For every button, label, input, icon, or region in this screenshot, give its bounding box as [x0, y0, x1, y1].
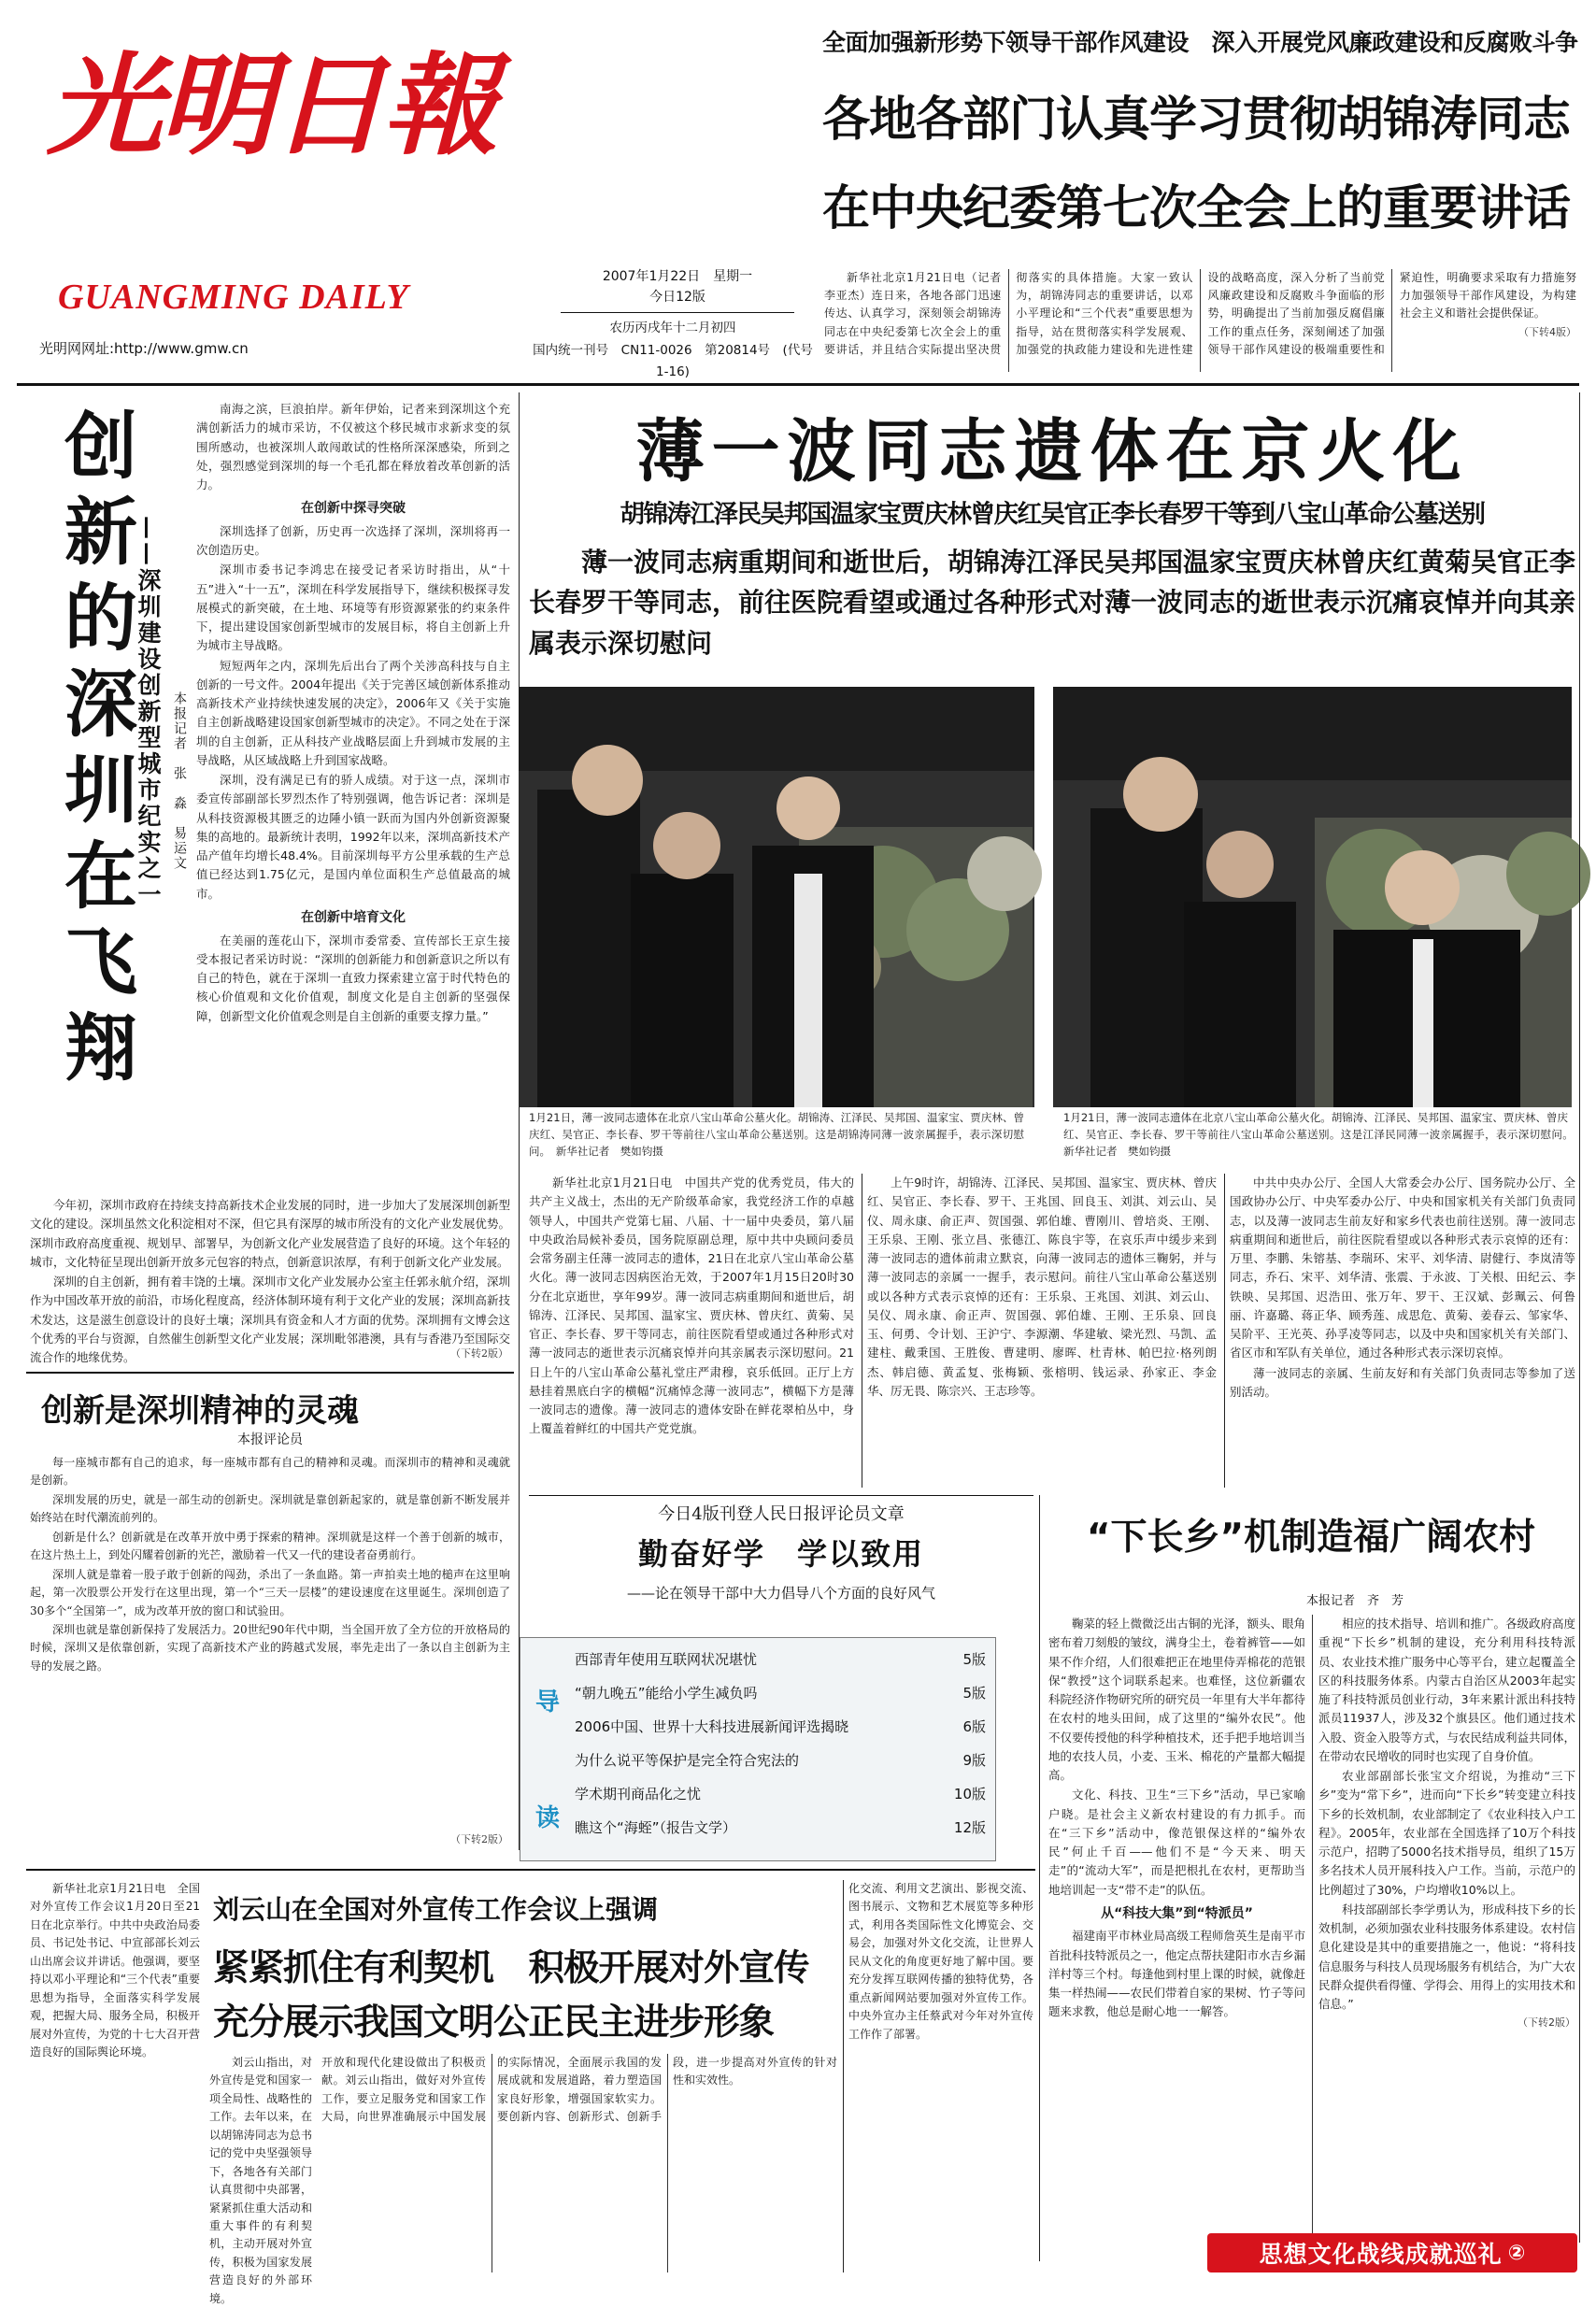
top-story-headline-2: 在中央纪委第七次全会上的重要讲话 [822, 181, 1571, 236]
top-story-body [824, 269, 1576, 372]
masthead [19, 17, 523, 381]
guide-item-text: 瞧这个“海蛭”（报告文学） [575, 1819, 737, 1836]
rural-jump[interactable]: （下转2版） [1518, 2016, 1575, 2030]
promo-top-rule [529, 1495, 1033, 1496]
guide-label-2: 读 [535, 1804, 561, 1832]
left-feature-jump[interactable]: （下转2版） [450, 1347, 508, 1360]
website-line[interactable]: 光明网网址:http://www.gmw.cn [39, 340, 249, 357]
main-story-paragraph: 中共中央办公厅、全国人大常委会办公厅、国务院办公厅、全国政协办公厅、中央军委办公厅、中央和国家机关有关部门负责同志，以及薄一波同志生前友好和家乡代表也前往送别。薄一波同志病重期间和逝世后，前往医院看望或以各种形式表示哀悼的还有：万里、李鹏、朱镕基、李瑞环、宋平、刘华清、尉健行、李岚清等同志，乔石、宋平、刘华清、张震、于永波、丁关根、田纪云、李铁映、吴邦国、迟浩田、张万年、罗干、王汉斌、彭珮云、何鲁丽、许嘉璐、蒋正华、顾秀莲、成思危、黄菊、姜春云、邹家华、吴阶平、王光英、孙孚凌等同志，以及中央和国家机关有关部门、省区市和军队有关单位，通过各种形式表示深切哀悼。 [1230, 1175, 1575, 1361]
liu-col1: 新华社北京1月21日电 全国对外宣传工作会议1月20日至21日在北京举行。中共中央政治局委员、书记处书记、中宣部部长刘云山出席会议并讲话。他强调，要坚持以邓小平理论和“三个代表”重要思想为指导，全面落实科学发展观，把握大局、服务全局，积极开展对外宣传，为党的十七大召开营造良好的国际舆论环境。 [30, 1882, 200, 2059]
rural-paragraph: 相应的技术指导、培训和推广。各级政府高度重视“下长乡”机制的建设，充分利用科技特派员、农业技术推广服务中心等平台，建立起覆盖全区的科技服务体系。内蒙古自治区从2003年起实施了科技特派员创业行动，3年来累计派出科技特派员11937人，涉及32个旗县区。他们通过技术入股、资金入股等方式，与农民结成利益共同体，在带动农民增收的同时也实现了自身价值。 [1318, 1617, 1576, 1763]
issue-date: 2007年1月22日 星期一 [602, 269, 753, 284]
feature-paragraph: 今年初，深圳市政府在持续支持高新技术企业发展的同时，进一步加大了发展深圳创新型文化的建设。深圳虽然文化积淀相对不深，但它具有深厚的城市所没有的文化产业发展优势。深圳市政府高度重视、规划早、部署早，为创新文化产业发展营造了良好的环境。这个年轻的城市，文化特征呈现出创新开放多元包容的特点，创新意识浓厚，有利于创新文化产业发展。 [30, 1198, 510, 1269]
guide-item-text: “朝九晚五”能给小学生减负吗 [575, 1685, 758, 1702]
left-column-rule [519, 392, 520, 1850]
top-story-paragraph: 新华社北京1月21日电（记者李亚杰）连日来，各地各部门迅速传达、认真学习，深刻领会胡锦涛同志在中央纪委第七次全会上的重要讲话，并且结合实际提出坚决贯彻落实的具体措施。大家一致认为，胡锦涛同志的重要讲话，以邓小平理论和“三个代表”重要思想为指导，站在贯彻落实科学发展观、加强党的执政能力建设和先进性建设的战略高度，深入分析了当前党风廉政建设和反腐败斗争面临的形势，明确提出了当前加强反腐倡廉工作的重点任务，深刻阐述了加强领导干部作风建设的极端重要性和紧迫性，明确要求采取有力措施努力加强领导干部作风建设，为构建社会主义和谐社会提供保证。 [824, 271, 1576, 356]
series-banner[interactable] [1207, 2233, 1577, 2272]
left-section-rule [26, 1372, 514, 1374]
commentary-paragraph: 深圳人就是靠着一股子敢于创新的闯劲，杀出了一条血路。第一声拍卖土地的槌声在这里响起，第一次股票公开发行在这里出现，第一个“三天一层楼”的建设速度在这里诞生。深圳创造了30多个“全国第一”，成为改革开放的窗口和试验田。 [30, 1567, 510, 1617]
liu-col2: 刘云山指出，对外宣传是党和国家一项全局性、战略性的工作。去年以来，在以胡锦涛同志为总书记的党中央坚强领导下，各地各有关部门认真贯彻中央部署，紧紧抓住重大活动和重大事件的有利契机，主动开展对外宣传，积极为国家发展营造良好的外部环境。 [209, 2056, 312, 2305]
rural-byline: 本报记者 齐 芳 [1305, 1594, 1404, 1608]
guide-label-1: 导 [535, 1688, 561, 1717]
top-story-headline-1: 各地各部门认真学习贯彻胡锦涛同志 [822, 93, 1571, 148]
masthead-serial [533, 318, 813, 384]
guide-item[interactable] [575, 1784, 986, 1817]
main-col-rule-2 [1224, 1174, 1225, 1488]
liu-col3: 开放和现代化建设做出了积极贡献。刘云山指出，做好对外宣传工作，要立足服务党和国家工作大局，向世界准确展示中国发展的实际情况，全面展示我国的发展成就和发展道路，着力塑造国家良好形象，增强国家软实力。要创新内容、创新形式、创新手段，进一步提高对外宣传的针对性和实效性。 [321, 2056, 837, 2124]
guide-item[interactable] [575, 1750, 986, 1784]
photo-funeral-right-image [1053, 687, 1572, 1107]
masthead-date [561, 267, 794, 307]
main-deck: 薄一波同志病重期间和逝世后，胡锦涛江泽民吴邦国温家宝贾庆林曾庆红黄菊吴官正李长春罗干等同志，前往医院看望或通过各种形式对薄一波同志的逝世表示沉痛哀悼并向其亲属表示深切慰问 [529, 547, 1576, 659]
liu-headline-2: 紧紧抓住有利契机 积极开展对外宣传 [213, 1947, 809, 1989]
header-rule [17, 383, 1579, 386]
commentary-paragraph: 创新是什么？创新就是在改革开放中勇于探索的精神。深圳就是这样一个善于创新的城市，在这片热土上，到处闪耀着创新的光芒，激励着一代又一代的建设者奋勇前行。 [30, 1530, 510, 1562]
masthead-english-name: GUANGMING DAILY [58, 278, 409, 317]
newspaper-logo: 光明日報 [47, 40, 494, 170]
guide-item[interactable] [575, 1683, 986, 1717]
promo-title: 勤奋好学 学以致用 [637, 1536, 924, 1572]
photo-funeral-right [1053, 687, 1572, 1107]
guide-item[interactable] [575, 1817, 986, 1851]
guide-item-text: 西部青年使用互联网状况堪忧 [575, 1651, 758, 1668]
rural-column-rule [1039, 1495, 1040, 2261]
guide-list [575, 1649, 986, 1851]
commentary-paragraph: 深圳也就是靠创新保持了发展活力。20世纪90年代中期，当全国开放了全方位的开放格局的时候，深圳又是依靠创新，实现了高新技术产业的跨越式发展，率先走出了一条以自主创新为主导的发展之路。 [30, 1622, 510, 1673]
lunar-date: 农历丙戌年十二月初四 [609, 321, 736, 335]
top-story-jump[interactable]: （下转4版） [1518, 325, 1576, 338]
main-headline: 薄一波同志遗体在京火化 [635, 411, 1469, 492]
top-story-kicker: 全面加强新形势下领导干部作风建设 深入开展党风廉政建设和反腐败斗争 [822, 29, 1578, 56]
photo-caption-right: 1月21日，薄一波同志遗体在北京八宝山革命公墓火化。胡锦涛、江泽民、吴邦国、温家宝、贾庆林、曾庆红、吴官正、李长春、罗干等前往八宝山革命公墓送别。这是江泽民同薄一波亲属握手，表示深切慰问。 新华社记者 樊如钧摄 [1063, 1111, 1579, 1158]
left-feature-title: 创新的深圳在飞翔 [52, 407, 136, 1095]
guide-item[interactable] [575, 1717, 986, 1750]
rural-paragraph: 鞠菜的轻上微微泛出古铜的光泽，额头、眼角密布着刀刻般的皱纹，满身尘土，卷着裤管——如果不作介绍，人们很难把正在地里侍弄棉花的范银保“教授”这个词联系起来。也难怪，这位新疆农科院经济作物研究所的研究员一年里有大半年都待在农村的地头田间，成了这里的“编外农民”。他不仅要传授他的科学种植技术，还手把手地培训当地的农技人员，小麦、玉米、棉花的产量都大幅提高。 [1048, 1617, 1306, 1782]
guide-item-text: 为什么说平等保护是完全符合宪法的 [575, 1752, 800, 1769]
serial-number: 国内统一刊号 CN11-0026 第20814号 (代号1-16) [533, 342, 813, 380]
left-feature-subtitle: ——深圳建设创新型城市纪实之一 [135, 516, 162, 908]
commentary-body [30, 1454, 510, 1828]
guide-box [520, 1637, 996, 1861]
guide-item-page: 10版 [953, 1786, 986, 1802]
photo-caption-left: 1月21日，薄一波同志遗体在北京八宝山革命公墓火化。胡锦涛、江泽民、吴邦国、温家宝、贾庆林、曾庆红、吴官正、李长春、罗干等前往八宝山革命公墓送别。这是胡锦涛同薄一波亲属握手，表示深切慰问。 新华社记者 樊如钧摄 [529, 1111, 1024, 1158]
rural-paragraph: 科技部副部长李学勇认为，形成科技下乡的长效机制，必须加强农业科技服务体系建设。农村信息化建设是其中的重要措施之一，他说：“将科技信息服务与科技人员现场服务有机结合，为广大农民群众提供看得懂、学得会、用得上的实用技术和信息。” [1318, 1902, 1576, 2011]
page-right-edge [1579, 392, 1580, 2243]
commentary-paragraph: 深圳发展的历史，就是一部生动的创新史。深圳就是靠创新起家的，就是靠创新不断发展并始终站在时代潮流前列的。 [30, 1492, 510, 1525]
guide-item-page: 5版 [962, 1685, 986, 1702]
guide-item[interactable] [575, 1649, 986, 1683]
series-banner-text: 思想文化战线成就巡礼 [1259, 2241, 1503, 2268]
main-subhead: 胡锦涛江泽民吴邦国温家宝贾庆林曾庆红吴官正李长春罗干等到八宝山革命公墓送别 [620, 500, 1485, 529]
feature-section-title: 在创新中培育文化 [301, 909, 406, 925]
series-banner-number: ② [1507, 2241, 1526, 2265]
feature-paragraph: 深圳的自主创新，拥有着丰饶的土壤。深圳市文化产业发展办公室主任郭永航介绍，深圳作为中国改革开放的前沿，市场化程度高，经济体制环境有利于文化产业的发展；深圳高新技术发达，这是滋生创意设计的良好土壤；深圳具有资金和人才方面的优势。深圳拥有文博会这个优秀的平台与资源，自然催生创新型文化产业发展；深圳毗邻港澳，具有与香港乃至国际交流合作的地缘优势。 [30, 1275, 510, 1364]
bottom-section-rule [26, 1869, 1035, 1871]
liu-headline-1: 刘云山在全国对外宣传工作会议上强调 [213, 1894, 659, 1925]
feature-paragraph: 深圳选择了创新，历史再一次选择了深圳，深圳将再一次创造历史。 [196, 523, 510, 558]
masthead-divider [561, 312, 794, 313]
rural-body [1048, 1615, 1575, 2241]
guide-item-page: 9版 [962, 1752, 986, 1769]
liu-headline-3: 充分展示我国文明公正民主进步形象 [213, 2002, 775, 2044]
commentary-title: 创新是深圳精神的灵魂 [41, 1392, 359, 1430]
main-story-paragraph: 薄一波同志的亲属、生前友好和有关部门负责同志等参加了送别活动。 [1230, 1365, 1575, 1399]
liu-col4: 化交流、利用文艺演出、影视交流、图书展示、文物和艺术展览等多种形式，利用各类国际性文化博览会、交易会，加强对外文化交流，让世界人民从文化的角度更好地了解中国。要充分发挥互联网传播的独特优势，各重点新闻网站要加强对外宣传工作。中央外宣办主任蔡武对今年对外宣传工作作了部署。 [848, 1882, 1033, 2041]
feature-paragraph: 在美丽的莲花山下，深圳市委常委、宣传部长王京生接受本报记者采访时说：“深圳的创新能力和创新意识之所以有自己的特色，就在于深圳一直致力探索建立富于时代特色的核心价值观和文化价值观，制度文化是自主创新的坚强保障，创新型文化价值观念则是自主创新的重要支撑力量。” [196, 933, 510, 1023]
feature-section-title: 在创新中探寻突破 [301, 501, 406, 517]
rural-section-title: 从“科技大集”到“特派员” [1101, 1905, 1253, 1921]
rural-paragraph: 福建南平市林业局高级工程师詹英生是南平市首批科技特派员之一，他定点帮扶建阳市水吉乡漏洋村等三个村。每逢他到村里上课的时候，就像赶集一样热闹——农民们带着自家的果树、竹子等问题来求教，他总是耐心地一一解答。 [1048, 1929, 1306, 2019]
commentary-byline: 本报评论员 [237, 1432, 303, 1447]
rural-paragraph: 农业部副部长张宝文介绍说，为推动“三下乡”变为“常下乡”，进而向“下长乡”转变建立科技下乡的长效机制，农业部制定了《农业科技入户工程》。2005年，农业部在全国选择了10万个科技示范户，招聘了5000名技术指导员，组织了15万多名技术人员开展科技入户工作。当前，示范户的比例超过了30%，户均增收10%以上。 [1318, 1769, 1576, 1897]
guide-item-page: 12版 [953, 1819, 986, 1836]
photo-funeral-left-image [519, 687, 1034, 1107]
rural-headline: “下长乡”机制造福广阔农村 [1086, 1517, 1536, 1559]
main-story-col2: 上午9时许，胡锦涛、江泽民、吴邦国、温家宝、贾庆林、曾庆红、吴官正、李长春、罗干、王兆国、回良玉、刘淇、刘云山、吴仪、周永康、俞正声、贺国强、郭伯雄、曹刚川、曾培炎、王刚、王乐泉、王刚、张立昌、张德江、陈良宇等，在哀乐声中缓步来到薄一波同志的遗体前肃立默哀，向薄一波同志的遗体三鞠躬，并与薄一波同志的亲属一一握手，表示慰问。前往八宝山革命公墓送别或以各种方式表示哀悼的还有：王乐泉、王兆国、刘淇、刘云山、吴仪、周永康、俞正声、贺国强、郭伯雄、王刚、王乐泉、回良玉、何勇、令计划、王沪宁、李源潮、华建敏、梁光烈、马凯、孟建柱、戴秉国、王胜俊、曹建明、廖晖、杜青林、帕巴拉·格列朗杰、韩启德、黄孟复、张梅颖、张榕明、钱运录、孙家正、李金华、厉无畏、陈宗兴、王志珍等。 [867, 1175, 1217, 1398]
commentary-jump[interactable]: （下转2版） [450, 1833, 508, 1845]
commentary-paragraph: 每一座城市都有自己的追求，每一座城市都有自己的精神和灵魂。而深圳市的精神和灵魂就是创新。 [30, 1456, 510, 1488]
promo-sub: ——论在领导干部中大力倡导八个方面的良好风气 [626, 1585, 935, 1602]
photo-funeral-left [519, 687, 1034, 1107]
left-feature-byline: 本报记者 张 淼 易运文 [172, 691, 187, 871]
rural-paragraph: 文化、科技、卫生“三下乡”活动，早已家喻户晓。是社会主义新农村建设的有力抓手。而在“三下乡”活动中，像范银保这样的“编外农民”何止千百——他们不是“今天来、明天走”的“流动大军”，而是把根扎在农村，更帮助当地培训起一支“带不走”的队伍。 [1048, 1788, 1305, 1897]
guide-item-text: 2006中国、世界十大科技进展新闻评选揭晓 [575, 1718, 849, 1735]
guide-item-text: 学术期刊商品化之忧 [575, 1786, 702, 1802]
guide-item-page: 5版 [962, 1651, 986, 1668]
feature-paragraph: 深圳，没有满足已有的骄人成绩。对于这一点，深圳市委宣传部副部长罗烈杰作了特别强调，他告诉记者：深圳是从科技资源极其匮乏的边陲小镇一跃而为国内外创新资源聚集的高地的。最新统计表明，1992年以来，深圳高新技术产品产值年均增长48.4%。目前深圳每平方公里承载的生产总值已经达到1.75亿元，是国内单位面积生产总值最高的城市。 [196, 773, 510, 901]
feature-paragraph: 南海之滨，巨浪拍岸。新年伊始，记者来到深圳这个充满创新活力的城市采访，不仅被这个移民城市求新求变的氛围所感动，也被深圳人敢闯敢试的性格所深深感染，所到之处，强烈感觉到深圳的每一个毛孔都在释放着改革创新的活力。 [196, 402, 510, 492]
page-count: 今日12版 [649, 289, 705, 305]
feature-paragraph: 短短两年之内，深圳先后出台了两个关涉高科技与自主创新的一号文件。2004年提出《关于完善区域创新体系推动高新技术产业持续快速发展的决定》，2006年又《关于实施自主创新战略建设国家创新型城市的决定》。不同之处在于深圳的自主创新，正从科技产业战略层面上升到城市发展的主导战略，从区域战略上升到国家战略。 [196, 658, 510, 767]
main-story-col3 [1230, 1174, 1575, 1488]
guide-item-page: 6版 [962, 1718, 986, 1735]
main-story-col1: 新华社北京1月21日电 中国共产党的优秀党员，伟大的共产主义战士，杰出的无产阶级革命家，我党经济工作的卓越领导人，中国共产党第七届、八届、十一届中央委员，第八届中央政治局候补委员，国务院原副总理，原中共中央顾问委员会常务副主任薄一波同志的遗体，21日在北京八宝山革命公墓火化。薄一波同志因病医治无效，于2007年1月15日20时30分在北京逝世，享年99岁。薄一波同志病重期间和逝世后，胡锦涛、江泽民、吴邦国、温家宝、贾庆林、曾庆红、黄菊、吴官正、李长春、罗干等同志，前往医院看望或通过各种形式对薄一波同志的逝世表示沉痛哀悼并向其亲属表示深切慰问。21日上午的八宝山革命公墓礼堂庄严肃穆，哀乐低回。正厅上方悬挂着黑底白字的横幅“沉痛悼念薄一波同志”，横幅下方是薄一波同志的遗像。薄一波同志的遗体安卧在鲜花翠柏丛中，身上覆盖着鲜红的中国共产党党旗。 [529, 1175, 854, 1436]
promo-line: 今日4版刊登人民日报评论员文章 [658, 1504, 905, 1524]
feature-paragraph: 深圳市委书记李鸿忠在接受记者采访时指出，从“十五”进入“十一五”，深圳在科学发展指导下，继续积极探寻发展模式的新突破，在土地、环境等有形资源紧张的约束条件下，提出建设国家创新型城市的发展目标，将自主创新上升为城市主导战略。 [196, 563, 510, 653]
left-feature-body [196, 400, 510, 1215]
liu-col-rule [843, 1880, 844, 2272]
